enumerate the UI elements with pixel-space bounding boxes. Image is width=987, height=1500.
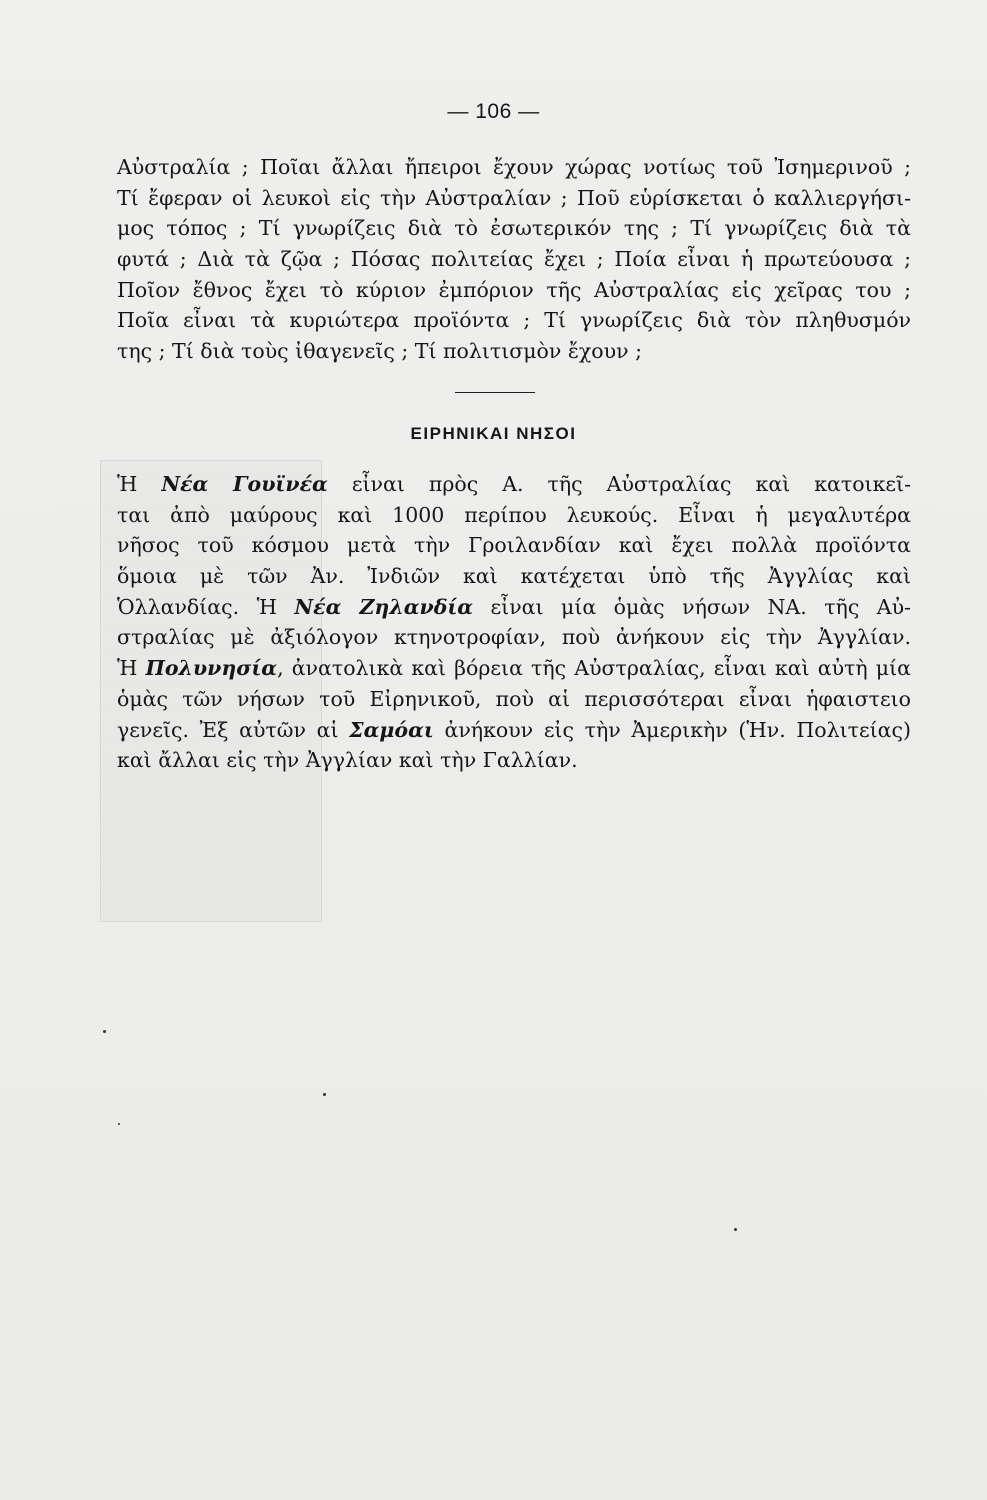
islands-line: ὁμὰς τῶν νήσων τοῦ Εἰρηνικοῦ, ποὺ αἱ περισσότεραι εἶναι ἡφαιστειο bbox=[117, 686, 911, 711]
page-number: — 106 — bbox=[447, 100, 540, 123]
section-divider bbox=[455, 392, 535, 393]
questions-line: της ; Τί διὰ τοὺς ἰθαγενεῖς ; Τί πολιτισμὸν ἔχουν ; bbox=[117, 339, 642, 364]
scan-speck bbox=[118, 1123, 120, 1125]
islands-line: καὶ ἄλλαι εἰς τὴν Ἀγγλίαν καὶ τὴν Γαλλίαν. bbox=[117, 748, 578, 773]
section-heading: ΕΙΡΗΝΙΚΑΙ ΝΗΣΟΙ bbox=[410, 424, 577, 443]
questions-line: Αὐστραλία ; Ποῖαι ἄλλαι ἤπειροι ἔχουν χώρας νοτίως τοῦ Ἰσημερινοῦ ; bbox=[117, 155, 911, 179]
scan-speck bbox=[323, 1093, 326, 1096]
questions-line: μος τόπος ; Τί γνωρίζεις διὰ τὸ ἐσωτερικόν της ; Τί γνωρίζεις διὰ τὰ bbox=[117, 216, 911, 241]
islands-line: στραλίας μὲ ἀξιόλογον κτηνοτροφίαν, ποὺ ἀνήκουν εἰς τὴν Ἀγγλίαν. bbox=[117, 625, 911, 650]
islands-line: Ὁλλανδίας. Ἡ Νέα Ζηλανδία εἶναι μία ὁμὰς νήσων ΝΑ. τῆς Αὐ- bbox=[117, 594, 911, 619]
term-polynesia: Πολυνησία bbox=[145, 656, 278, 681]
term-samoa: Σαμόαι bbox=[349, 717, 434, 742]
questions-line: Τί ἔφεραν οἱ λευκοὶ εἰς τὴν Αὐστραλίαν ; Ποῦ εὑρίσκεται ὁ καλλιεργήσι- bbox=[117, 185, 911, 210]
islands-line: ται ἀπὸ μαύρους καὶ 1000 περίπου λευκούς. Εἶναι ἡ μεγαλυτέρα bbox=[117, 502, 911, 527]
scan-speck bbox=[103, 1030, 106, 1033]
questions-line: Ποῖον ἔθνος ἔχει τὸ κύριον ἐμπόριον τῆς Αὐστραλίας εἰς χεῖρας του ; bbox=[117, 277, 911, 302]
islands-line: γενεῖς. Ἐξ αὐτῶν αἱ Σαμόαι ἀνήκουν εἰς τὴν Ἀμερικὴν (Ἡν. Πολιτείας) bbox=[117, 717, 911, 742]
review-questions-paragraph bbox=[117, 152, 911, 367]
questions-line: Ποῖα εἶναι τὰ κυριώτερα προϊόντα ; Τί γνωρίζεις διὰ τὸν πληθυσμόν bbox=[117, 308, 911, 333]
pacific-islands-paragraph bbox=[117, 469, 911, 776]
islands-line: νῆσος τοῦ κόσμου μετὰ τὴν Γροιλανδίαν καὶ ἔχει πολλὰ προϊόντα bbox=[117, 533, 911, 558]
questions-line: φυτά ; Διὰ τὰ ζῷα ; Πόσας πολιτείας ἔχει ; Ποία εἶναι ἡ πρωτεύουσα ; bbox=[117, 247, 911, 272]
term-new-guinea: Νέα Γουϊνέα bbox=[161, 472, 328, 496]
islands-line: Ἡ Νέα Γουϊνέα εἶναι πρὸς Α. τῆς Αὐστραλίας καὶ κατοικεῖ- bbox=[117, 472, 911, 496]
term-new-zealand: Νέα Ζηλανδία bbox=[294, 594, 474, 619]
islands-line: Ἡ Πολυνησία, ἀνατολικὰ καὶ βόρεια τῆς Αὐστραλίας, εἶναι καὶ αὐτὴ μία bbox=[117, 656, 911, 681]
scan-speck bbox=[734, 1228, 737, 1231]
islands-line: ὅμοια μὲ τῶν Ἀν. Ἰνδιῶν καὶ κατέχεται ὑπὸ τῆς Ἀγγλίας καὶ bbox=[117, 564, 911, 589]
